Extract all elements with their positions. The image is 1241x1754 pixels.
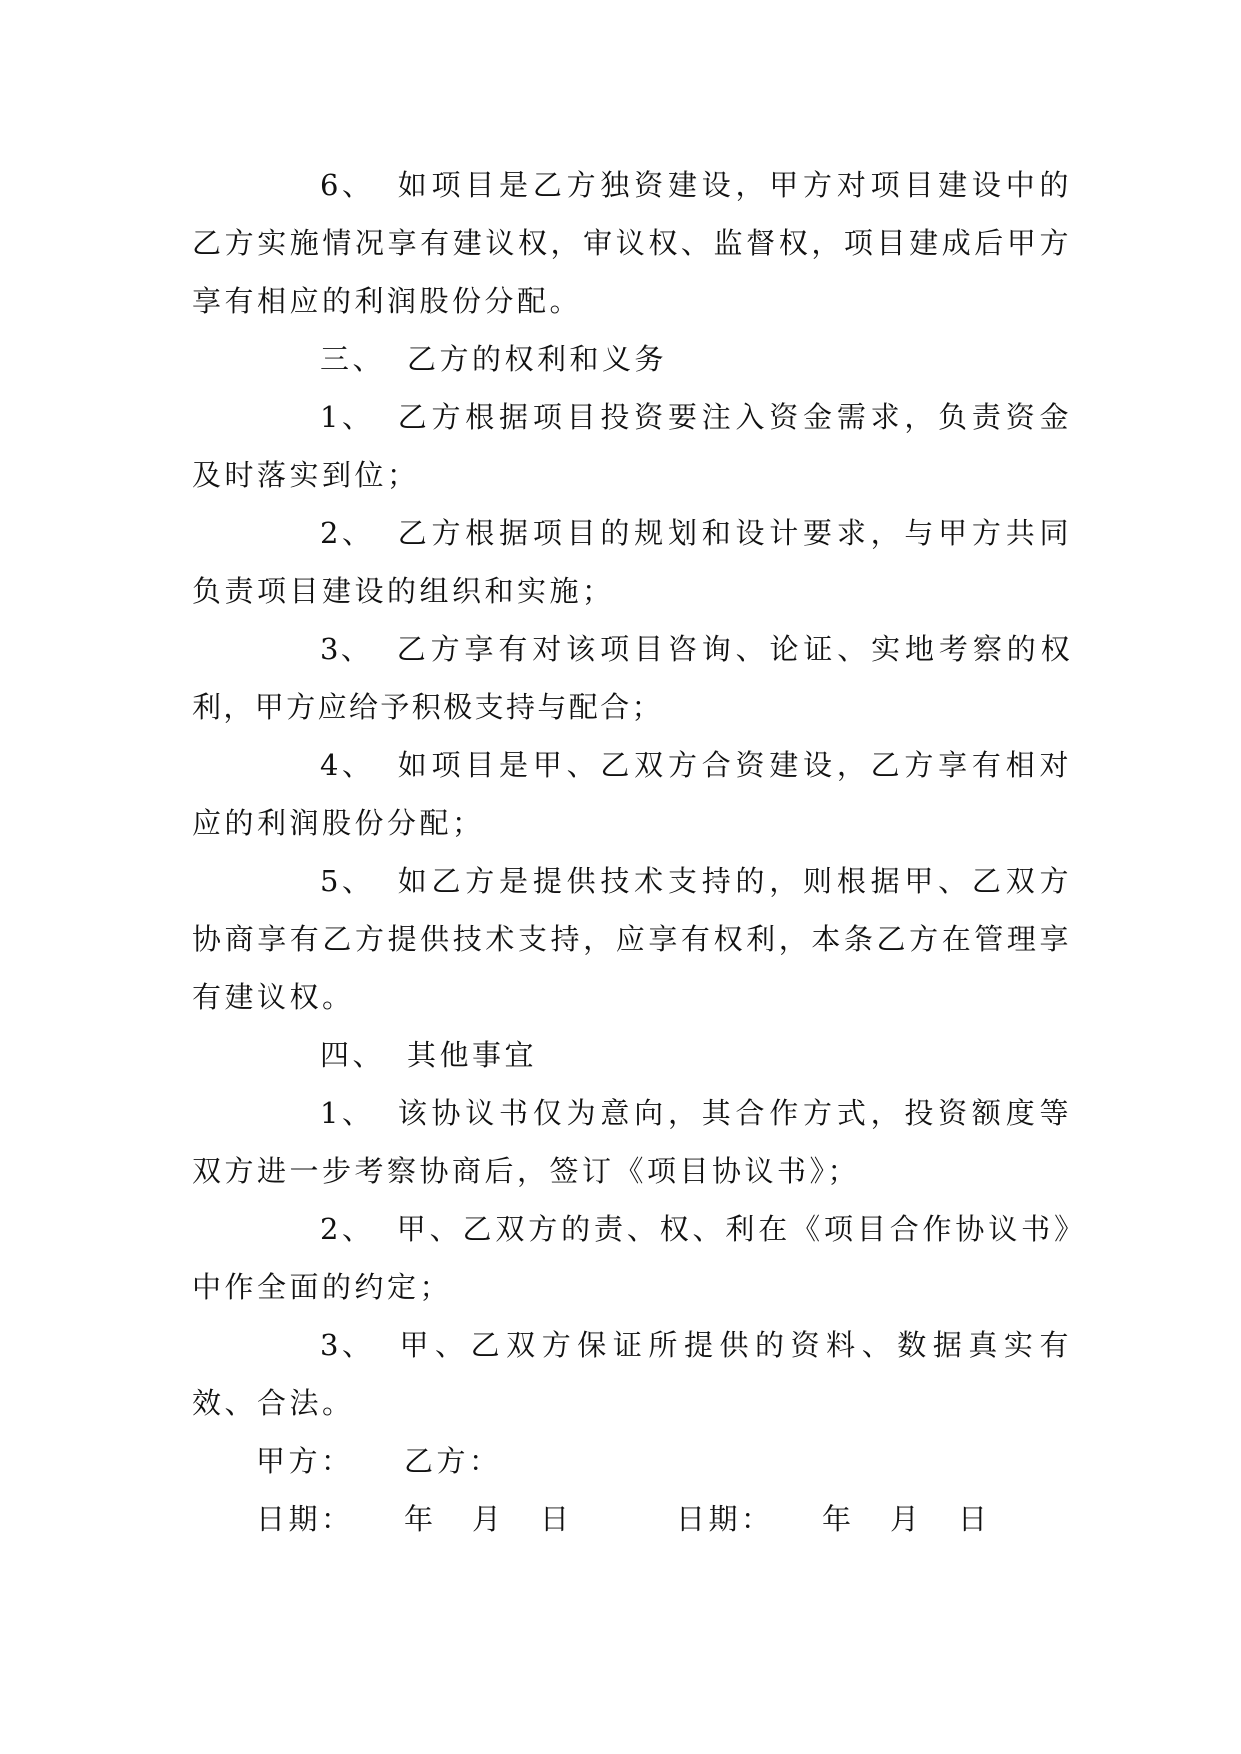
clause-text: 乙方根据项目投资要注入资金需求，负责资金及时落实到位； [192, 400, 1072, 492]
party-b-date-label: 日期： [676, 1502, 774, 1536]
clause-text: 如项目是乙方独资建设，甲方对项目建设中的乙方实施情况享有建议权，审议权、监督权，项目建成后甲方享有相应的利润股份分配。 [192, 168, 1072, 318]
section-heading-3 [192, 330, 1072, 388]
party-b-label: 乙方： [404, 1444, 502, 1478]
clause-4-2 [192, 1200, 1072, 1316]
clause-4-1 [192, 1084, 1072, 1200]
clause-number: 6、 [320, 168, 375, 202]
clause-text: 该协议书仅为意向，其合作方式，投资额度等双方进一步考察协商后，签订《项目协议书》； [192, 1096, 1072, 1188]
party-a-label: 甲方： [256, 1444, 354, 1478]
clause-4-3 [192, 1316, 1072, 1432]
clause-text: 甲、乙双方的责、权、利在《项目合作协议书》中作全面的约定； [192, 1212, 1072, 1304]
clause-text: 乙方根据项目的规划和设计要求，与甲方共同负责项目建设的组织和实施； [192, 516, 1072, 608]
party-a-month: 月 [472, 1502, 505, 1536]
clause-3-1 [192, 388, 1072, 504]
clause-number: 1、 [320, 1096, 375, 1130]
clause-3-2 [192, 504, 1072, 620]
party-a-date-label: 日期： [256, 1502, 354, 1536]
party-b-year: 年 [822, 1502, 855, 1536]
clause-number: 3、 [320, 632, 373, 666]
clause-number: 2、 [320, 1212, 375, 1246]
party-b-month: 月 [890, 1502, 923, 1536]
date-row [192, 1490, 1072, 1548]
clause-3-4 [192, 736, 1072, 852]
section-number: 三、 [320, 342, 386, 376]
clause-text: 如乙方是提供技术支持的，则根据甲、乙双方协商享有乙方提供技术支持，应享有权利，本条乙方在管理享有建议权。 [192, 864, 1072, 1014]
clause-text: 如项目是甲、乙双方合资建设，乙方享有相对应的利润股份分配； [192, 748, 1072, 840]
party-a-day: 日 [540, 1502, 573, 1536]
party-b-day: 日 [958, 1502, 991, 1536]
section-title: 乙方的权利和义务 [407, 342, 668, 376]
document-body [192, 156, 1072, 1548]
clause-number: 3、 [320, 1328, 375, 1362]
clause-3-3 [192, 620, 1072, 736]
signature-row [192, 1432, 1072, 1490]
party-a-year: 年 [404, 1502, 437, 1536]
section-number: 四、 [320, 1038, 386, 1072]
clause-number: 4、 [320, 748, 375, 782]
clause-text: 乙方享有对该项目咨询、论证、实地考察的权利，甲方应给予积极支持与配合； [192, 632, 1072, 724]
clause-number: 5、 [320, 864, 375, 898]
clause-2-6 [192, 156, 1072, 330]
clause-text: 甲、乙双方保证所提供的资料、数据真实有效、合法。 [192, 1328, 1072, 1420]
section-title: 其他事宜 [407, 1038, 538, 1072]
clause-number: 1、 [320, 400, 375, 434]
section-heading-4 [192, 1026, 1072, 1084]
clause-number: 2、 [320, 516, 375, 550]
clause-3-5 [192, 852, 1072, 1026]
